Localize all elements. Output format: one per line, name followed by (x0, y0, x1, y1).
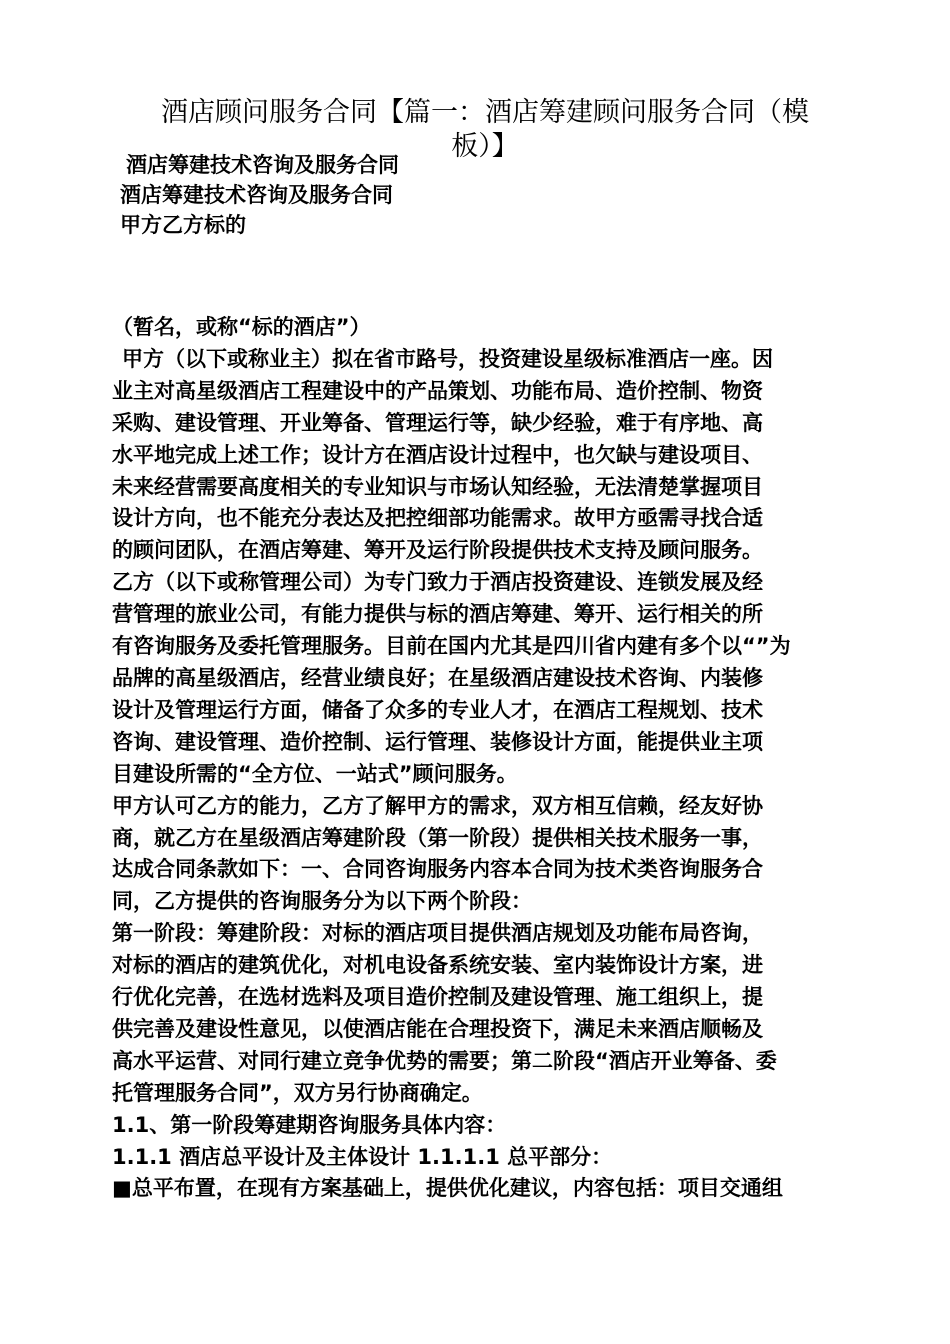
body-line: 的顾问团队，在酒店筹建、筹开及运行阶段提供技术支持及顾问服务。 (112, 538, 763, 563)
subtitle-line: 酒店筹建技术咨询及服务合同 (126, 153, 399, 177)
body-line: （暂名，或称“标的酒店”） (112, 315, 371, 339)
body-line: 未来经营需要高度相关的专业知识与市场认知经验，无法清楚掌握项目 (112, 474, 763, 499)
contract-body (112, 312, 860, 1205)
body-line: 达成合同条款如下：一、合同咨询服务内容本合同为技术类咨询服务合 (112, 857, 763, 882)
body-line: 对标的酒店的建筑优化，对机电设备系统安装、室内装饰设计方案，进 (112, 953, 763, 978)
subtitle-block (120, 150, 399, 240)
body-line: 商，就乙方在星级酒店筹建阶段（第一阶段）提供相关技术服务一事， (112, 825, 763, 850)
body-line: 1.1、第一阶段筹建期咨询服务具体内容： (112, 1112, 507, 1137)
body-line: 乙方（以下或称管理公司）为专门致力于酒店投资建设、连锁发展及经 (112, 570, 763, 595)
body-line: 托管理服务合同”，双方另行协商确定。 (112, 1080, 483, 1105)
body-line: 甲方认可乙方的能力，乙方了解甲方的需求，双方相互信赖，经友好协 (112, 793, 763, 818)
body-line: 供完善及建设性意见，以使酒店能在合理投资下，满足未来酒店顺畅及 (112, 1016, 763, 1041)
body-line: 设计方向，也不能充分表达及把控细部功能需求。故甲方亟需寻找合适 (112, 506, 763, 531)
body-line: 咨询、建设管理、造价控制、运行管理、装修设计方面，能提供业主项 (112, 729, 763, 754)
body-line: 业主对高星级酒店工程建设中的产品策划、功能布局、造价控制、物资 (112, 378, 763, 403)
subtitle-line: 甲方乙方标的 (120, 213, 246, 237)
body-line: 同，乙方提供的咨询服务分为以下两个阶段： (112, 889, 532, 914)
body-line: 营管理的旅业公司，有能力提供与标的酒店筹建、筹开、运行相关的所 (112, 602, 763, 627)
subtitle-line: 酒店筹建技术咨询及服务合同 (120, 183, 393, 207)
body-line: ■总平布置，在现有方案基础上，提供优化建议，内容包括：项目交通组 (112, 1176, 783, 1201)
body-line: 第一阶段：筹建阶段：对标的酒店项目提供酒店规划及功能布局咨询， (112, 921, 763, 946)
title-line-1: 酒店顾问服务合同【篇一：酒店筹建顾问服务合同（模 (161, 97, 809, 128)
body-line: 高水平运营、对同行建立竞争优势的需要；第二阶段“酒店开业筹备、委 (112, 1048, 777, 1073)
body-line: 采购、建设管理、开业筹备、管理运行等，缺少经验，难于有序地、高 (112, 410, 763, 435)
title-line-2: 板）】 (451, 131, 519, 162)
body-line: 设计及管理运行方面，储备了众多的专业人才，在酒店工程规划、技术 (112, 697, 763, 722)
heading-bold-text: 酒店总平设计及主体设计 (179, 1144, 411, 1169)
heading-rest-text: 1.1.1.1 总平部分： (417, 1144, 613, 1169)
body-line: 甲方（以下或称业主）拟在省市路号，投资建设星级标准酒店一座。因 (122, 346, 773, 371)
body-line: 目建设所需的“全方位、一站式”顾问服务。 (112, 761, 518, 786)
section-heading-1-1-1 (112, 1142, 860, 1174)
heading-number: 1.1.1 (112, 1144, 172, 1169)
body-line: 行优化完善，在选材选料及项目造价控制及建设管理、施工组织上，提 (112, 985, 763, 1010)
body-line: 品牌的高星级酒店，经营业绩良好；在星级酒店建设技术咨询、内装修 (112, 665, 763, 690)
body-line: 水平地完成上述工作；设计方在酒店设计过程中，也欠缺与建设项目、 (112, 442, 763, 467)
body-line: 有咨询服务及委托管理服务。目前在国内尤其是四川省内建有多个以“”为 (112, 634, 791, 659)
